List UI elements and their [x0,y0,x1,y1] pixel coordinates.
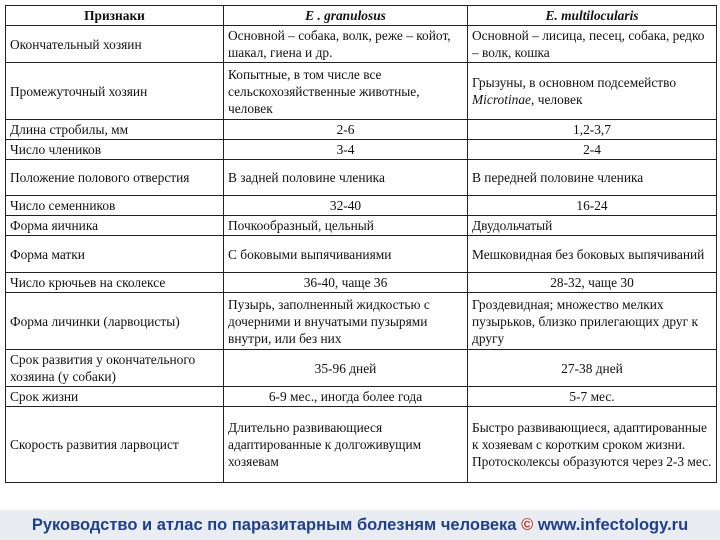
feature-cell: Число члеников [6,140,224,160]
granulosus-cell: Копытные, в том числе все сельскохозяйственные животные, человек [224,63,468,120]
footer-title: Руководство и атлас по паразитарным болезням человека [31,516,522,534]
feature-cell: Форма яичника [6,216,224,236]
granulosus-cell: 36-40, чаще 36 [224,273,468,293]
feature-cell: Форма личинки (ларвоцисты) [6,293,224,350]
multilocularis-cell: Гроздевидная; множество мелких пузырьков, близко прилегающих друг к другу [468,293,717,350]
multilocularis-cell: 28-32, чаще 30 [468,273,717,293]
granulosus-cell: С боковыми выпячиваниями [224,236,468,273]
feature-cell: Положение полового отверстия [6,160,224,196]
granulosus-cell: Длительно развивающиеся адаптированные к долгоживущим хозяевам [224,407,468,483]
feature-cell: Форма матки [6,236,224,273]
feature-cell: Число семенников [6,196,224,216]
multilocularis-cell: Грызуны, в основном подсемейство Microtinae, человек [468,63,717,120]
table-row [6,293,717,350]
multilocularis-cell: Двудольчатый [468,216,717,236]
granulosus-cell: 3-4 [224,140,468,160]
table-row [6,26,717,63]
table-row [6,387,717,407]
multilocularis-cell: Мешковидная без боковых выпячиваний [468,236,717,273]
footer-banner [0,510,720,540]
table-row [6,63,717,120]
feature-cell: Скорость развития ларвоцист [6,407,224,483]
granulosus-cell: Почкообразный, цельный [224,216,468,236]
multilocularis-cell: 16-24 [468,196,717,216]
feature-cell: Число крючьев на сколексе [6,273,224,293]
feature-cell: Срок развития у окончательного хозяина (у собаки) [6,350,224,387]
granulosus-cell: В задней половине членика [224,160,468,196]
table-row [6,160,717,196]
comparison-table [5,5,717,483]
header-feature: Признаки [6,6,224,26]
feature-cell: Промежуточный хозяин [6,63,224,120]
feature-cell: Срок жизни [6,387,224,407]
granulosus-cell: 2-6 [224,120,468,140]
granulosus-cell: 32-40 [224,196,468,216]
multilocularis-cell: В передней половине членика [468,160,717,196]
table-row [6,120,717,140]
header-granulosus: E . granulosus [224,6,468,26]
footer-site-link[interactable]: www.infectology.ru [533,516,689,534]
multilocularis-cell: 1,2-3,7 [468,120,717,140]
table-row [6,140,717,160]
granulosus-cell: Основной – собака, волк, реже – койот, шакал, гиена и др. [224,26,468,63]
table-row [6,350,717,387]
table-row [6,216,717,236]
multilocularis-cell: Основной – лисица, песец, собака, редко – волк, кошка [468,26,717,63]
table-row [6,236,717,273]
table-row [6,407,717,483]
feature-cell: Длина стробилы, мм [6,120,224,140]
multilocularis-cell: 27-38 дней [468,350,717,387]
multilocularis-cell: 5-7 мес. [468,387,717,407]
table-row [6,273,717,293]
multilocularis-cell: Быстро развивающиеся, адаптированные к хозяевам с коротким сроком жизни. Протосколексы образуются через 2-3 мес. [468,407,717,483]
header-multilocularis: E. multilocularis [468,6,717,26]
table-row [6,196,717,216]
header-row [6,6,717,26]
feature-cell: Окончательный хозяин [6,26,224,63]
multilocularis-cell: 2-4 [468,140,717,160]
granulosus-cell: 6-9 мес., иногда более года [224,387,468,407]
copyright-sign: © [521,516,534,534]
granulosus-cell: Пузырь, заполненный жидкостью с дочерними и внучатыми пузырями внутри, или без них [224,293,468,350]
granulosus-cell: 35-96 дней [224,350,468,387]
